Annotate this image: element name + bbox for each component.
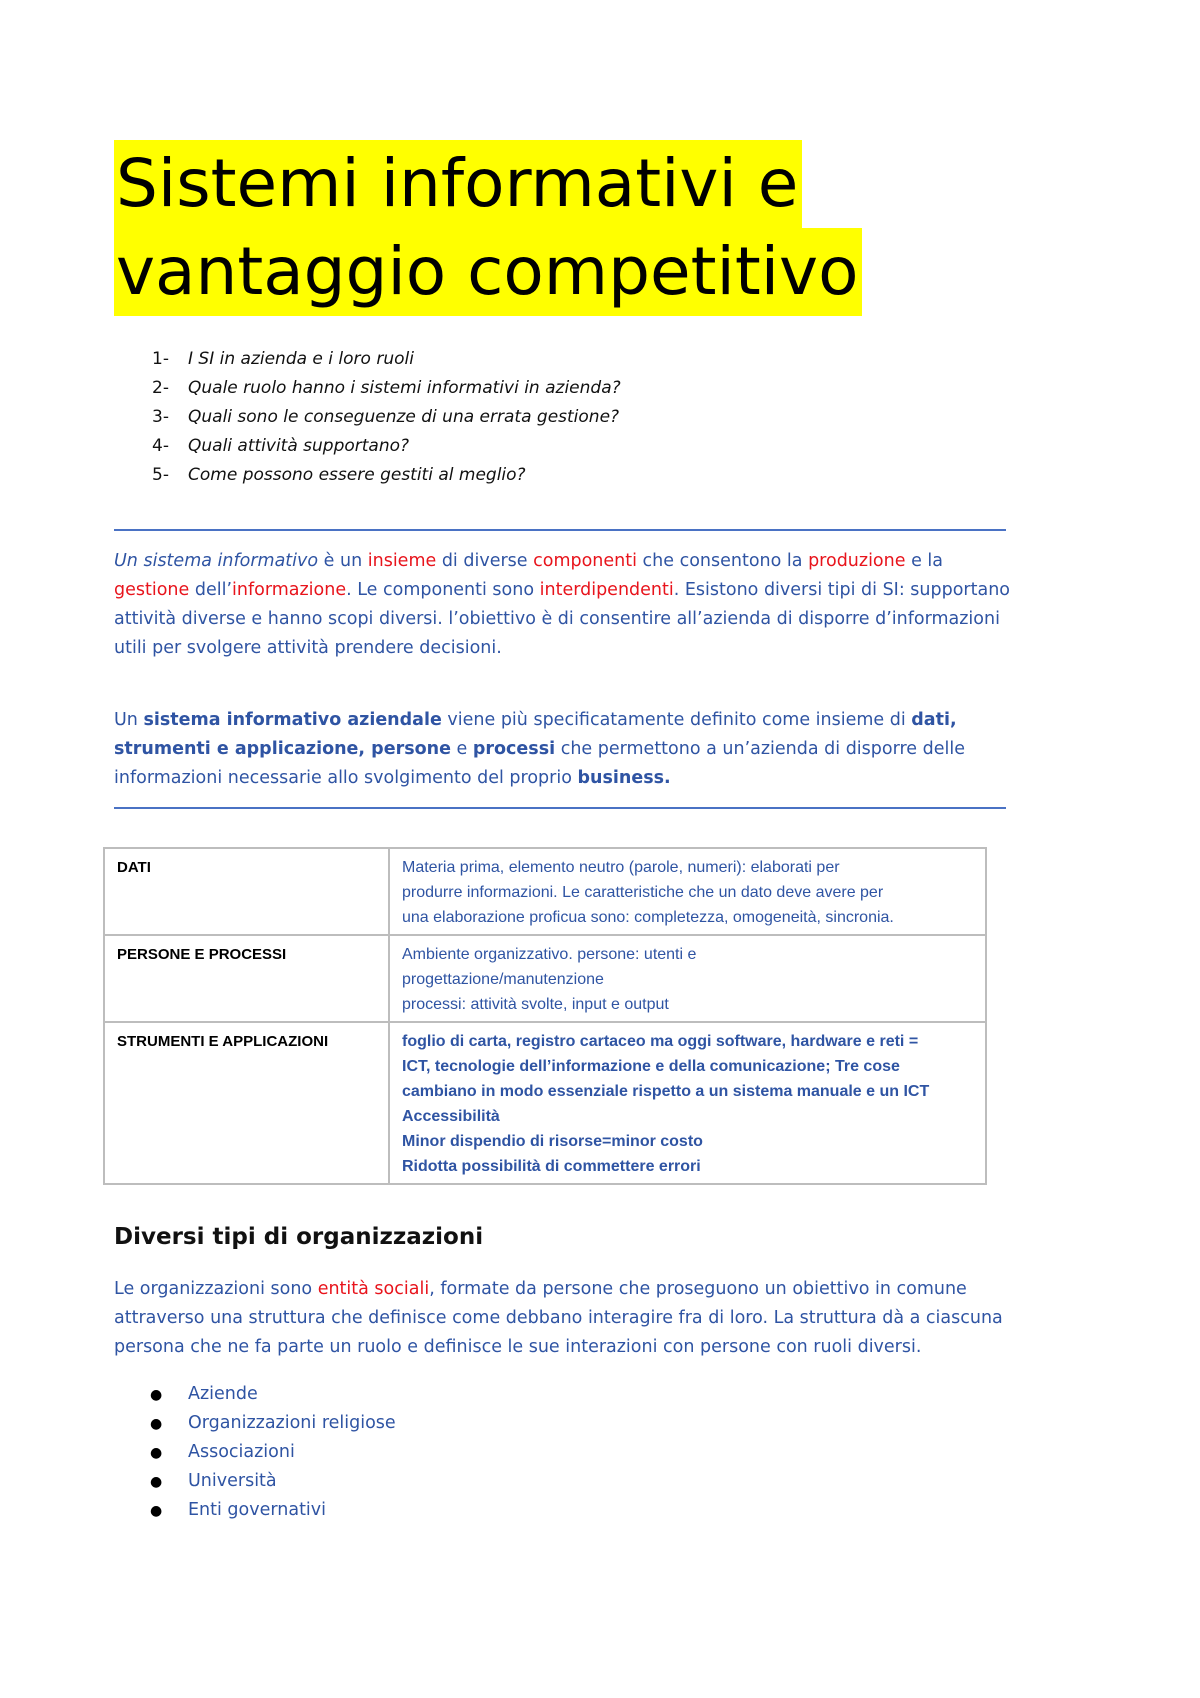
bullet-icon: ● xyxy=(150,1445,163,1461)
title-line-1: Sistemi informativi e xyxy=(114,140,802,228)
page-title xyxy=(114,140,862,316)
section-heading: Diversi tipi di organizzazioni xyxy=(114,1224,484,1250)
bullet-icon: ● xyxy=(150,1387,163,1403)
list-item: ● Università xyxy=(150,1467,396,1496)
organizations-paragraph: Le organizzazioni sono entità sociali, formate da persone che proseguono un obiettivo in comune attraverso una struttura che definisce come debbano interagire fra di loro. La struttura dà a ciascuna persona che ne fa parte un ruolo e definisce le sue interazioni con persone con ruoli diversi. xyxy=(114,1279,1003,1357)
title-line-2: vantaggio competitivo xyxy=(114,228,862,316)
list-item: 5- Come possono essere gestiti al meglio? xyxy=(152,465,526,485)
list-item: ● Aziende xyxy=(150,1380,396,1409)
questions-list xyxy=(152,345,621,490)
table-value-cell: foglio di carta, registro cartaceo ma oggi software, hardware e reti = ICT, tecnologie dell’informazione e della comunicazione; Tre cose cambiano in modo essenziale rispetto a un sistema manuale e un ICT Accessibilità Minor dispendio di risorse=minor costo Ridotta possibilità di commettere errori xyxy=(389,1022,986,1184)
bullet-icon: ● xyxy=(150,1503,163,1519)
bullet-icon: ● xyxy=(150,1416,163,1432)
bullet-icon: ● xyxy=(150,1474,163,1490)
definition-paragraph: Un sistema informativo è un insieme di diverse componenti che consentono la produzione e la gestione dell’informazione. Le componenti sono interdipendenti. Esistono diversi tipi di SI: supportano attività diverse e hanno scopi diversi. l’obiettivo è di consentire all’azienda di disporre d’informazioni utili per svolgere attività prendere decisioni. xyxy=(114,551,1011,658)
list-item: 2- Quale ruolo hanno i sistemi informativi in azienda? xyxy=(152,378,621,398)
table-row xyxy=(104,848,986,935)
table-row xyxy=(104,1022,986,1184)
company-system-paragraph: Un sistema informativo aziendale viene più specificatamente definito come insieme di dati, strumenti e applicazione, persone e processi che permettono a un’azienda di disporre delle informazioni necessarie allo svolgimento del proprio business. xyxy=(114,710,965,788)
table-key-cell: DATI xyxy=(104,848,389,935)
table-key-cell: STRUMENTI E APPLICAZIONI xyxy=(104,1022,389,1184)
list-item: 4- Quali attività supportano? xyxy=(152,436,410,456)
organizations-list xyxy=(150,1380,396,1525)
list-item: ● Enti governativi xyxy=(150,1496,396,1525)
table-row xyxy=(104,935,986,1022)
divider-top xyxy=(114,529,1006,531)
components-table xyxy=(103,847,987,1185)
list-item: 3- Quali sono le conseguenze di una errata gestione? xyxy=(152,407,620,427)
table-key-cell: PERSONE E PROCESSI xyxy=(104,935,389,1022)
table-value-cell: Materia prima, elemento neutro (parole, numeri): elaborati per produrre informazioni. Le caratteristiche che un dato deve avere per una elaborazione proficua sono: completezza, omogeneità, sincronia. xyxy=(389,848,986,935)
table-value-cell: Ambiente organizzativo. persone: utenti e progettazione/manutenzione processi: attività svolte, input e output xyxy=(389,935,986,1022)
list-item: ● Organizzazioni religiose xyxy=(150,1409,396,1438)
divider-bottom xyxy=(114,807,1006,809)
list-item: ● Associazioni xyxy=(150,1438,396,1467)
list-item: 1- I SI in azienda e i loro ruoli xyxy=(152,349,414,369)
